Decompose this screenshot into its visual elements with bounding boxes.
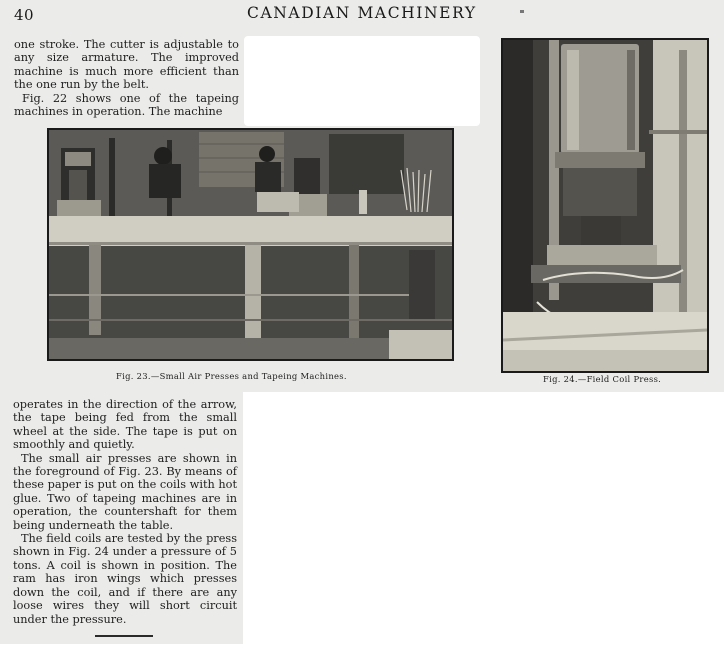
paragraph-air-presses: The small air presses are shown in the foreground of Fig. 23. By means of these paper is put on the coils with hot glue. Two of tapeing machines are in operation, the countershaft for them being underneath the table. bbox=[13, 451, 237, 532]
footnote-rule bbox=[95, 635, 153, 637]
page-number: 40 bbox=[14, 6, 35, 24]
field-coil-press-illustration bbox=[503, 40, 707, 371]
blank-region-foot bbox=[0, 644, 243, 661]
air-presses-illustration bbox=[49, 130, 452, 359]
journal-title: CANADIAN MACHINERY bbox=[247, 4, 477, 22]
article-text-bottom bbox=[13, 398, 237, 626]
paragraph-field-coils: The field coils are tested by the press shown in Fig. 24 under a pressure of 5 tons. A coil is shown in position. The ram has iron wings which presses down the coil, and if there are any loose wires they will short circuit under the pressure. bbox=[13, 532, 237, 626]
figure-23-caption: Fig. 23.—Small Air Presses and Tapeing Machines. bbox=[116, 371, 347, 381]
blank-region-bottom bbox=[243, 392, 724, 661]
paragraph-arrow-tape: operates in the direction of the arrow, the tape being fed from the small wheel at the side. The tape is put on smoothly and quietly. bbox=[13, 398, 237, 452]
figure-24-photo bbox=[501, 38, 709, 373]
article-text-top bbox=[14, 38, 239, 118]
paragraph-armature-cutter: one stroke. The cutter is adjustable to any size armature. The improved machine is much more efficient than the one run by the belt. bbox=[14, 38, 239, 92]
scan-speck bbox=[520, 10, 524, 13]
blank-region-top bbox=[244, 36, 480, 126]
figure-24-caption: Fig. 24.—Field Coil Press. bbox=[543, 374, 662, 384]
figure-23-photo bbox=[47, 128, 454, 361]
paragraph-fig22: Fig. 22 shows one of the tapeing machines in operation. The machine bbox=[14, 91, 239, 119]
